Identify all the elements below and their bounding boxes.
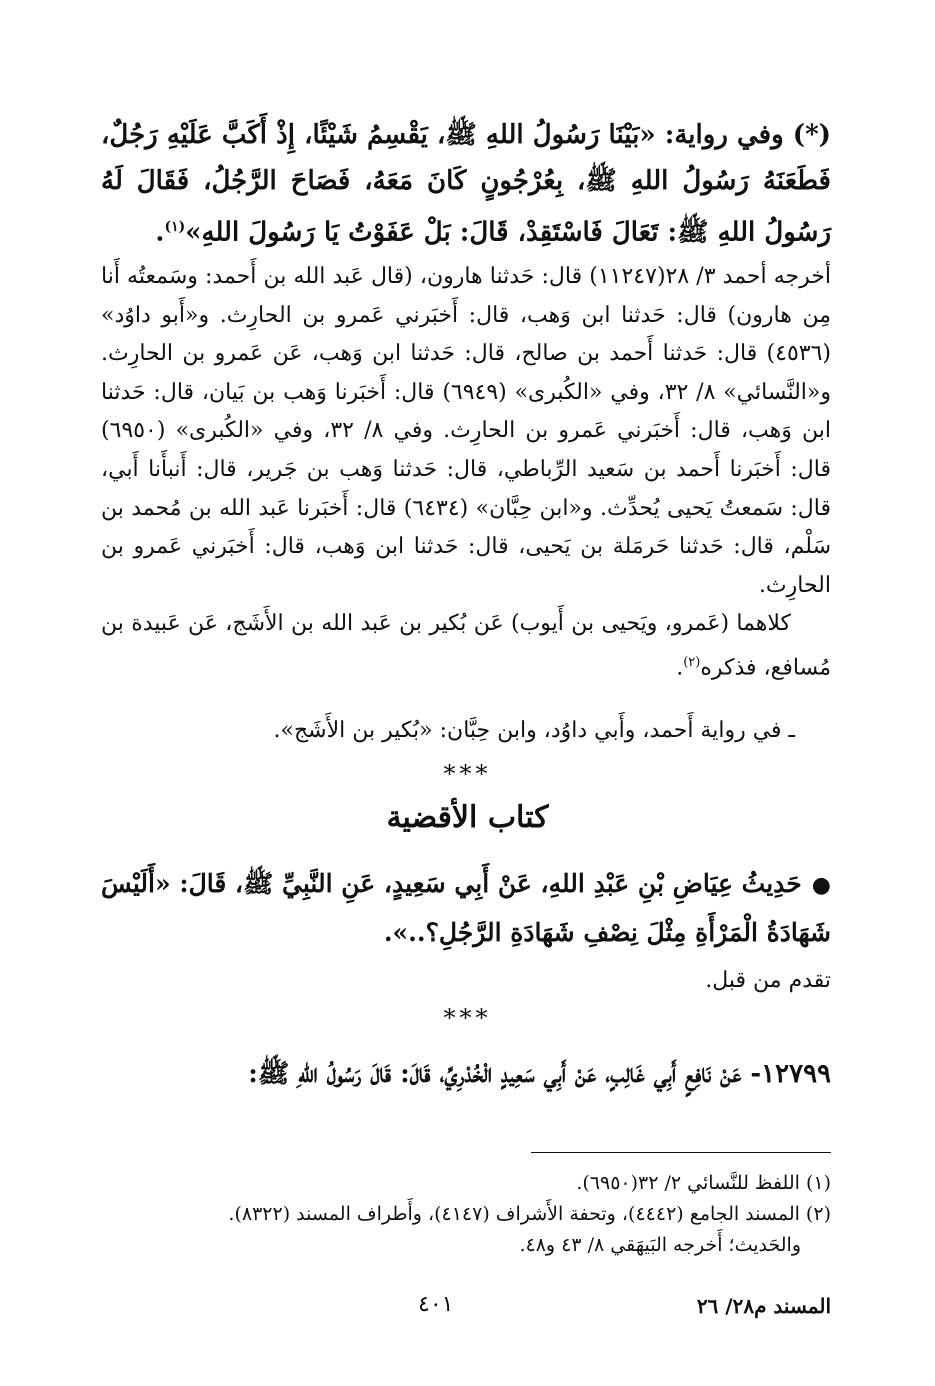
referenced-hadith <box>101 860 831 957</box>
footnotes <box>101 1168 831 1261</box>
volume-mark: المسند م٢٨/ ٢٦ <box>696 1294 831 1318</box>
hadith-version-end: . <box>155 217 165 248</box>
bullet-icon: ● <box>811 872 831 898</box>
chapter-title: كتاب الأقضية <box>386 800 549 835</box>
footnote-2: (٢) المسند الجامع (٤٤٤٢)، وتحفة الأَشراف (٤١٤٧)، وأَطراف المسند (٨٣٢٢). <box>228 1203 831 1225</box>
referenced-hadith-text: حَدِيثُ عِيَاضِ بْنِ عَبْدِ اللهِ، عَنْ أَبِي سَعِيدٍ، عَنِ النَّبِيِّ ﷺ، قَالَ: «أَلَيْسَ شَهَادَةُ الْمَرْأَةِ مِثْلَ نِصْفِ شَهَادَةِ الرَّجُلِ؟..». <box>101 869 831 947</box>
hadith-version-paragraph <box>101 112 831 256</box>
chain-text: كلاهما (عَمرو، ويَحيى بن أَيوب) عَن بُكير بن عَبد الله بن الأَشَج، عَن عَبيدة بن مُسافع، فذكره <box>101 611 831 681</box>
footnote-1: (١) اللفظ للنَّسائي ٢/ ٣٢(٦٩٥٠). <box>576 1172 831 1194</box>
hadith-version-text: (*) وفي رواية: «بَيْنَا رَسُولُ اللهِ ﷺ، يَقْسِمُ شَيْئًا، إِذْ أَكَبَّ عَلَيْهِ رَجُلٌ، فَطَعَنَهُ رَسُولُ اللهِ ﷺ، بِعُرْجُونٍ كَانَ مَعَهُ، فَصَاحَ الرَّجُلُ، فَقَالَ لَهُ رَسُولُ اللهِ ﷺ: تَعَالَ فَاسْتَقِدْ، قَالَ: بَلْ عَفَوْتُ يَا رَسُولَ اللهِ» <box>101 120 831 248</box>
takhrij-paragraph: أخرجه أحمد ٣/ ٢٨(١١٢٤٧) قال: حَدثنا هارون، (قال عَبد الله بن أَحمد: وسَمعتُه أَنا مِن هارون) قال: حَدثنا ابن وَهب، قال: أَخبَرني عَمرو بن الحارِث. و«أَبو داوُد» (٤٥٣٦) قال: حَدثنا أَحمد بن صالح، قال: حَدثنا ابن وَهب، عَن عَمرو بن الحارِث. و«النَّسائي» ٨/ ٣٢، وفي «الكُبرى» (٦٩٤٩) قال: أَخبَرنا وَهب بن بَيان، قال: حَدثنا ابن وَهب، قال: أَخبَرني عَمرو بن الحارِث. وفي ٨/ ٣٢، وفي «الكُبرى» (٦٩٥٠) قال: أَخبَرنا أَحمد بن سَعيد الرِّباطي، قال: حَدثنا وَهب بن جَرير، قال: أَنبأَنا أَبي، قال: سَمعتُ يَحيى يُحدِّث. و«ابن حِبَّان» (٦٤٣٤) قال: أَخبَرنا عَبد الله بن مُحمد بن سَلْم، قال: حَدثنا حَرمَلة بن يَحيى، قال: حَدثنا ابن وَهب، قال: أَخبَرني عَمرو بن الحارِث. <box>101 264 832 598</box>
section-separator: *** <box>443 760 492 788</box>
numbered-hadith: ١٢٧٩٩- عَنْ نَافِعٍ أَبِي غَالِبٍ، عَنْ أَبِي سَعِيدٍ الْخُدْرِيِّ، قَالَ: قَالَ رَسُولُ اللهِ ﷺ: <box>248 1059 831 1089</box>
preceded-note: تقدم من قبل. <box>705 968 831 993</box>
footnote-ref-2[interactable]: (٢) <box>683 654 701 670</box>
narration-note: ـ في رواية أَحمد، وأَبي داوُد، وابن حِبَّان: «بُكير بن الأَشَج». <box>273 718 795 743</box>
chain-paragraph <box>101 605 831 688</box>
footnote-2-continuation: والحَديث؛ أَخرجه البَيهَقي ٨/ ٤٣ و٤٨. <box>519 1234 801 1256</box>
footnote-divider <box>531 1152 831 1153</box>
takhrij-section <box>101 258 831 688</box>
section-separator-2: *** <box>443 1004 492 1032</box>
footnote-ref-1[interactable]: (١) <box>164 219 186 235</box>
page-number: ٤٠١ <box>418 1292 454 1317</box>
chain-end: . <box>676 655 684 681</box>
